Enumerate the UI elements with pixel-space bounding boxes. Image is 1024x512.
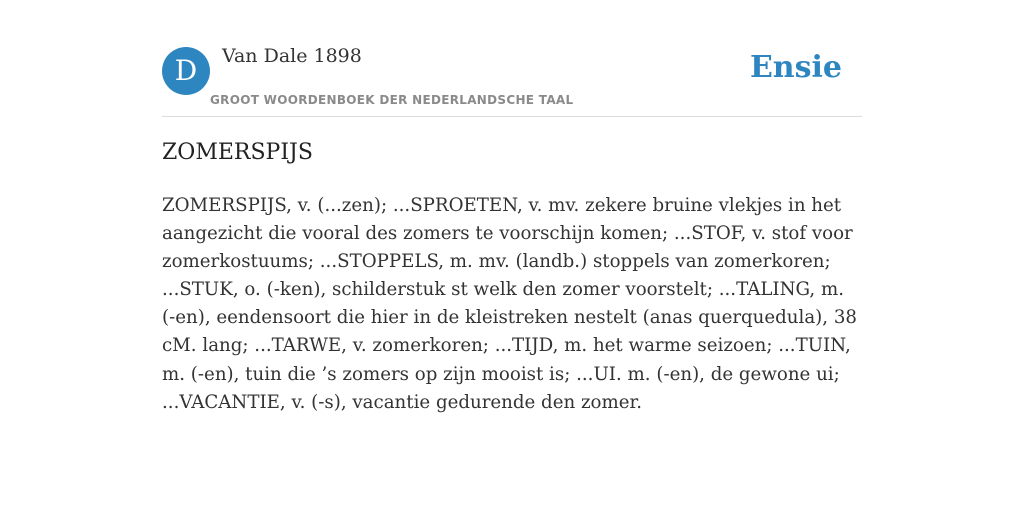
source-subtitle: GROOT WOORDENBOEK DER NEDERLANDSCHE TAAL [210,93,574,107]
entry-title: ZOMERSPIJS [162,140,313,165]
header [162,0,862,117]
entry-body: ZOMERSPIJS, v. (...zen); ...SPROETEN, v. mv. zekere bruine vlekjes in het aangezicht die vooral des zomers te voorschijn komen; ...STOF, v. stof voor zomerkostuums; ...STOPPELS, m. mv. (landb.) stoppels van zomerkoren; ...STUK, o. (-ken), schilderstuk st welk den zomer voorstelt; ...TALING, m. (-en), eendensoort die hier in de kleistreken nestelt (anas querquedula), 38 cM. lang; ...TARWE, v. zomerkoren; ...TIJD, m. het warme seizoen; ...TUIN, m. (-en), tuin die ’s zomers op zijn mooist is; ...UI. m. (-en), de gewone ui; ...VACANTIE, v. (-s), vacantie gedurende den zomer. [162,195,857,413]
source-logo-icon[interactable]: D [162,47,210,95]
brand-logo[interactable]: Ensie [749,50,842,85]
source-title[interactable]: Van Dale 1898 [222,45,362,67]
